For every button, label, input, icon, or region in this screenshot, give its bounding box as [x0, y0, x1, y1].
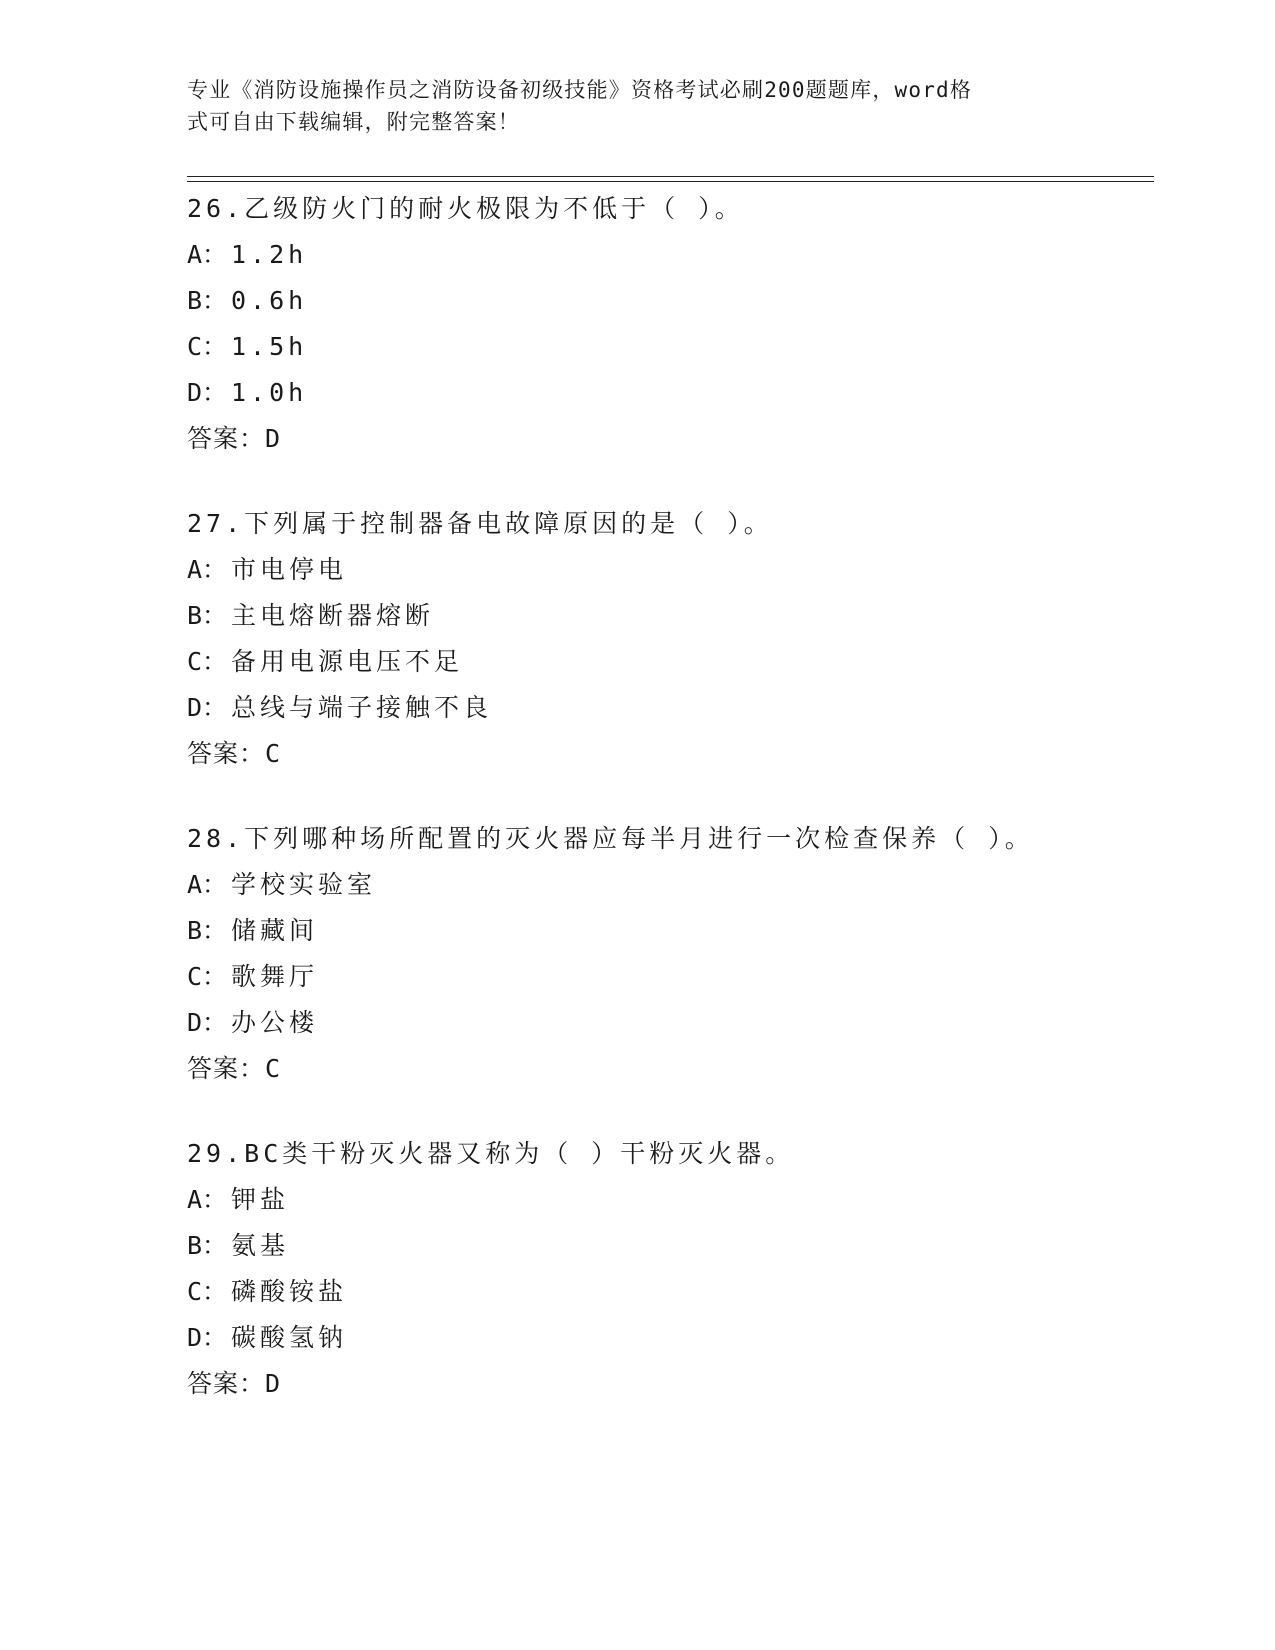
option-key: B： [187, 601, 228, 630]
option-key: C： [187, 1277, 228, 1306]
option-a [187, 862, 1147, 908]
option-key: B： [187, 1231, 228, 1260]
option-d [187, 685, 1147, 731]
option-a [187, 232, 1147, 278]
question-27 [187, 501, 1147, 777]
option-c [187, 954, 1147, 1000]
answer-value: C [265, 1054, 282, 1083]
answer [187, 416, 1147, 462]
answer-label: 答案： [187, 1369, 266, 1398]
option-key: A： [187, 1185, 228, 1214]
option-key: D： [187, 1008, 228, 1037]
option-c [187, 639, 1147, 685]
option-key: B： [187, 916, 228, 945]
answer-label: 答案： [187, 1054, 266, 1083]
question-29 [187, 1131, 1147, 1407]
question-stem: 29.BC类干粉灭火器又称为（ ）干粉灭火器。 [187, 1139, 795, 1168]
option-text: 1.5h [231, 332, 308, 361]
answer-label: 答案： [187, 424, 266, 453]
answer-value: D [265, 1369, 282, 1398]
answer-value: D [265, 424, 282, 453]
question-stem: 27.下列属于控制器备电故障原因的是（ ）。 [187, 509, 773, 538]
header-line-2: 式可自由下载编辑，附完整答案！ [187, 110, 520, 134]
option-text: 储藏间 [231, 916, 319, 945]
question-28 [187, 816, 1147, 1092]
option-a [187, 547, 1147, 593]
question-stem: 28.下列哪种场所配置的灭火器应每半月进行一次检查保养（ ）。 [187, 824, 1034, 853]
option-text: 歌舞厅 [231, 962, 319, 991]
answer [187, 1361, 1147, 1407]
option-d [187, 1315, 1147, 1361]
option-text: 市电停电 [231, 555, 348, 584]
option-text: 备用电源电压不足 [231, 647, 464, 676]
option-text: 氨基 [231, 1231, 290, 1260]
option-text: 1.2h [231, 240, 308, 269]
option-text: 磷酸铵盐 [231, 1277, 348, 1306]
option-b [187, 908, 1147, 954]
option-text: 总线与端子接触不良 [231, 693, 493, 722]
option-key: C： [187, 647, 228, 676]
option-key: D： [187, 693, 228, 722]
option-d [187, 1000, 1147, 1046]
option-b [187, 593, 1147, 639]
option-key: C： [187, 332, 228, 361]
question-26 [187, 186, 1147, 462]
answer [187, 731, 1147, 777]
option-text: 主电熔断器熔断 [231, 601, 435, 630]
question-stem: 26.乙级防火门的耐火极限为不低于（ ）。 [187, 194, 744, 223]
option-text: 1.0h [231, 378, 308, 407]
option-text: 学校实验室 [231, 870, 377, 899]
option-a [187, 1177, 1147, 1223]
answer-value: C [265, 739, 282, 768]
option-key: A： [187, 555, 228, 584]
option-b [187, 1223, 1147, 1269]
option-text: 钾盐 [231, 1185, 290, 1214]
option-c [187, 324, 1147, 370]
option-key: B： [187, 286, 228, 315]
option-d [187, 370, 1147, 416]
header-line-1: 专业《消防设施操作员之消防设备初级技能》资格考试必刷200题题库，word格 [187, 78, 973, 102]
option-key: D： [187, 1323, 228, 1352]
answer-label: 答案： [187, 739, 266, 768]
option-text: 办公楼 [231, 1008, 319, 1037]
option-key: D： [187, 378, 228, 407]
option-key: A： [187, 870, 228, 899]
option-key: A： [187, 240, 228, 269]
document-header [187, 74, 1067, 138]
option-text: 0.6h [231, 286, 308, 315]
header-divider-bottom [187, 181, 1154, 182]
option-key: C： [187, 962, 228, 991]
option-c [187, 1269, 1147, 1315]
option-b [187, 278, 1147, 324]
option-text: 碳酸氢钠 [231, 1323, 348, 1352]
header-divider-top [187, 176, 1154, 177]
answer [187, 1046, 1147, 1092]
